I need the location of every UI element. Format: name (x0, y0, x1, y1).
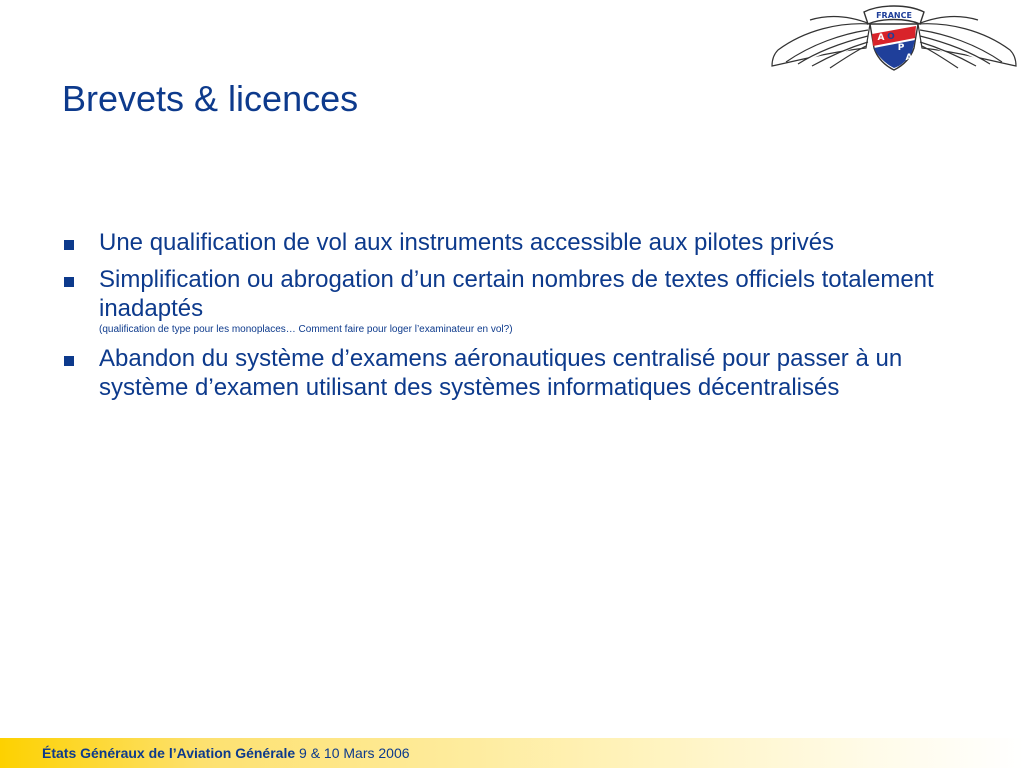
bullet-note: (qualification de type pour les monoplaces… Comment faire pour loger l’examinateur en vol?) (99, 324, 513, 335)
bullet-text: Simplification ou abrogation d’un certain nombres de textes officiels totalement inadaptés (99, 266, 934, 322)
bullet-text: Une qualification de vol aux instruments accessible aux pilotes privés (99, 229, 835, 256)
footer-date: 9 & 10 Mars 2006 (295, 745, 410, 761)
slide-title: Brevets & licences (62, 78, 359, 119)
svg-text:FRANCE: FRANCE (876, 11, 912, 20)
footer-bar (0, 738, 1024, 768)
square-bullet-icon (64, 277, 74, 287)
footer-event: États Généraux de l’Aviation Générale (42, 745, 296, 761)
svg-text:A: A (877, 33, 885, 43)
svg-text:A: A (905, 53, 913, 63)
square-bullet-icon (64, 240, 74, 250)
bullet-item (62, 228, 972, 257)
svg-text:P: P (897, 43, 905, 53)
footer-text (42, 745, 410, 761)
square-bullet-icon (64, 356, 74, 366)
aopa-wings-logo-icon (770, 4, 1018, 74)
bullet-text: Abandon du système d’examens aéronautiques centralisé pour passer à un système d’examen utilisant des systèmes informatiques décentralisés (99, 345, 903, 401)
bullet-item (62, 265, 972, 336)
bullet-list (62, 228, 972, 410)
bullet-item (62, 344, 972, 402)
svg-text:O: O (887, 32, 895, 42)
